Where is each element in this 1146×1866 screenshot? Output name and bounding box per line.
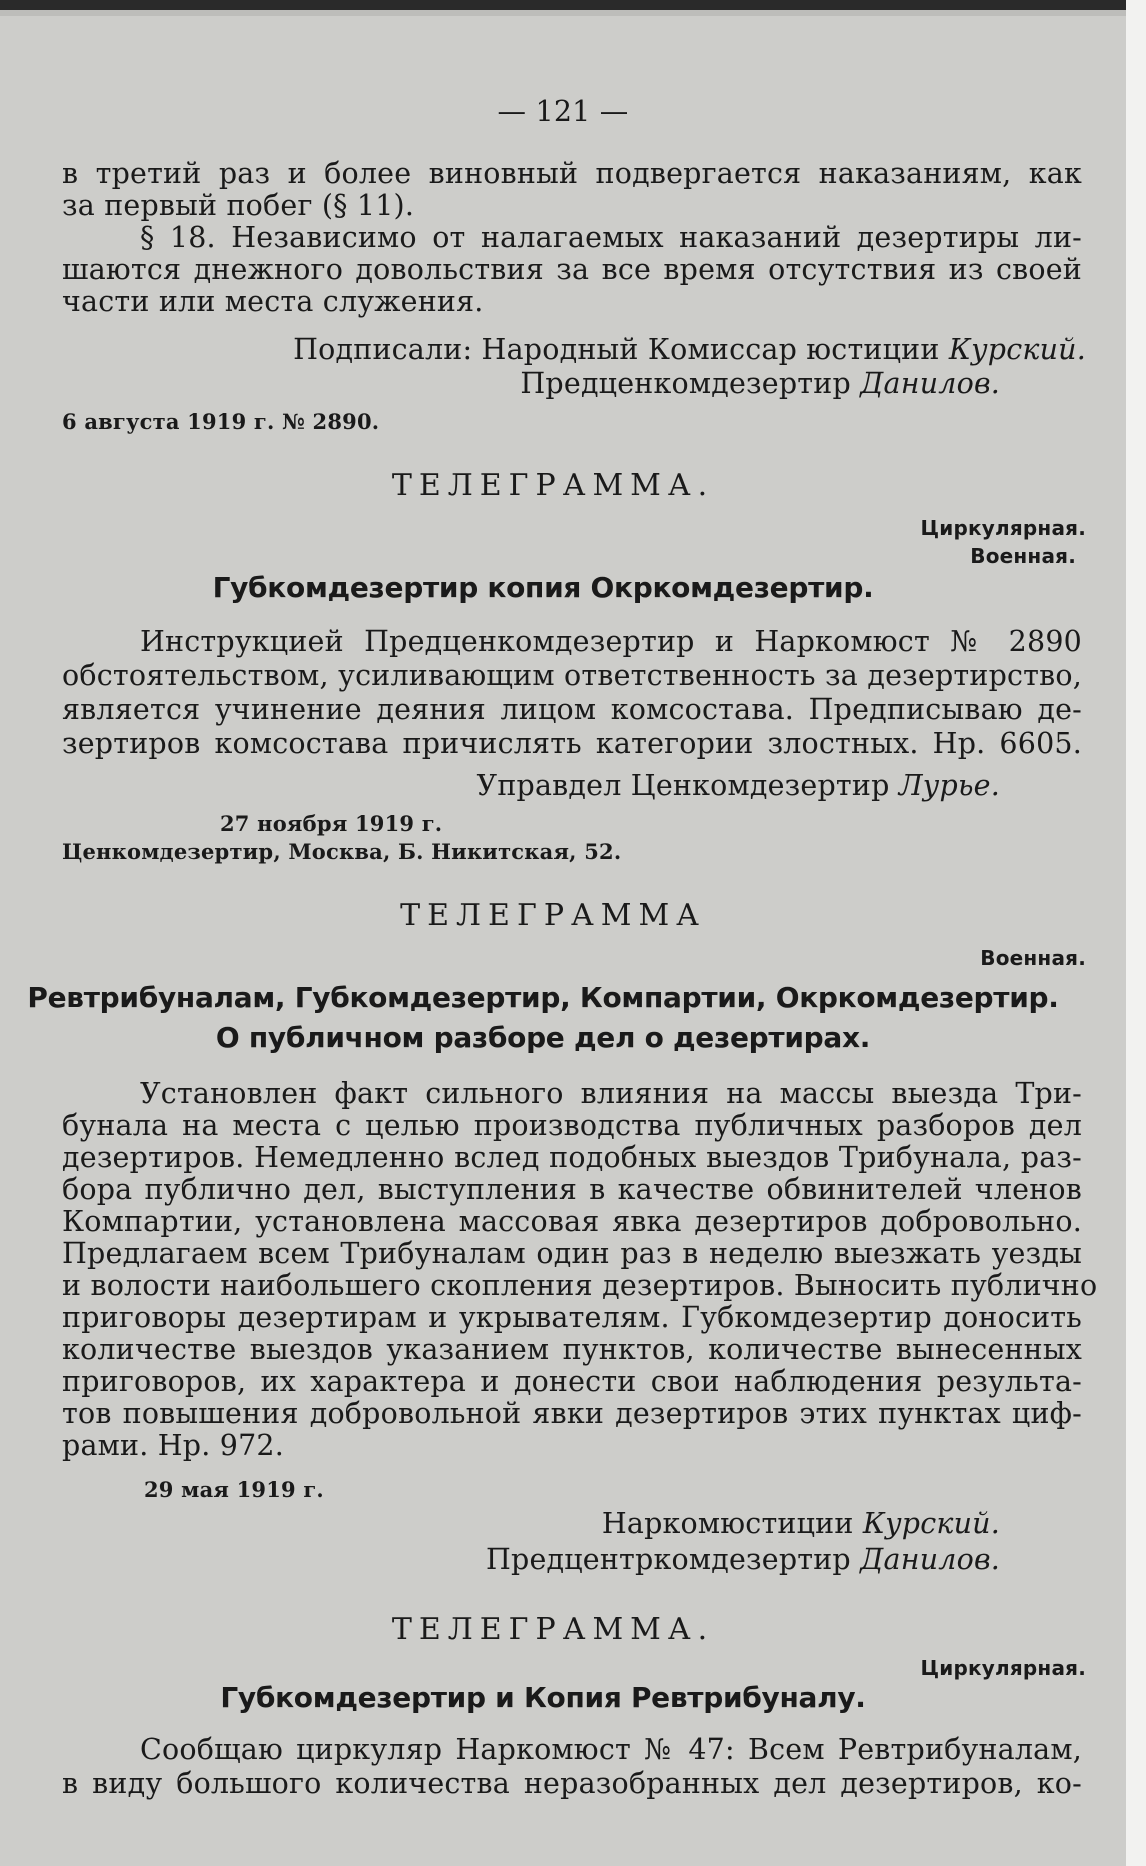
signature-label: Предценкомдезертир xyxy=(520,367,851,400)
text-line: в виду большого количества неразобранных дел дезертиров, ко- xyxy=(62,1767,1082,1800)
scan-top-edge xyxy=(0,0,1146,10)
date-line: 27 ноября 1919 г. xyxy=(220,811,443,836)
signature-line xyxy=(520,368,1000,400)
text-line: бунала на места с целью производства публичных разборов дел xyxy=(62,1109,1082,1142)
signature-line xyxy=(477,770,1000,802)
telegram-address: Губкомдезертир копия Окркомдезертир. xyxy=(212,571,874,604)
text-line: за первый побег (§ 11). xyxy=(62,189,415,222)
signature-label: Наркомюстиции xyxy=(601,1507,854,1540)
text-line: приговоры дезертирам и укрывателям. Губкомдезертир доносить xyxy=(62,1301,1082,1334)
scan-right-edge xyxy=(1126,0,1146,1866)
text-line: является учинение деяния лицом комсостава. Предписываю де- xyxy=(62,693,1082,726)
telegram-subject: О публичном разборе дел о дезертирах. xyxy=(215,1021,871,1054)
signature-name: Данилов. xyxy=(860,1543,1000,1576)
signature-label: Управдел Ценкомдезертир xyxy=(476,769,890,802)
signature-line xyxy=(602,1508,1000,1540)
text-line: Предлагаем всем Трибуналам один раз в неделю выезжать уезды xyxy=(62,1237,1082,1270)
text-line: приговоров, их характера и донести свои наблюдения результа- xyxy=(62,1365,1082,1398)
text-line: Инструкцией Предценкомдезертир и Наркомюст № 2890 xyxy=(140,625,1082,658)
telegram-address: Ревтрибуналам, Губкомдезертир, Компартии, Окркомдезертир. xyxy=(27,981,1059,1014)
telegram-tag: Военная. xyxy=(980,946,1086,970)
signature-name: Лурье. xyxy=(898,769,1000,802)
telegram-heading: ТЕЛЕГРАММА. xyxy=(391,1612,715,1647)
text-line: рами. Нр. 972. xyxy=(62,1429,284,1462)
text-line: Сообщаю циркуляр Наркомюст № 47: Всем Ревтрибуналам, xyxy=(140,1733,1082,1766)
date-line: 29 мая 1919 г. xyxy=(144,1477,324,1502)
date-line: 6 августа 1919 г. № 2890. xyxy=(62,409,380,434)
signature-name: Курский. xyxy=(948,333,1086,366)
text-line: части или места служения. xyxy=(62,285,484,318)
text-line: обстоятельством, усиливающим ответственность за дезертирство, xyxy=(62,659,1082,692)
text-line: тов повышения добровольной явки дезертиров этих пунктах циф- xyxy=(62,1397,1082,1430)
text-line: количестве выездов указанием пунктов, количестве вынесенных xyxy=(62,1333,1082,1366)
signature-line xyxy=(486,1544,1000,1576)
signature-name: Курский. xyxy=(862,1507,1000,1540)
text-line: и волости наибольшего скопления дезертиров. Выносить публично xyxy=(62,1269,1098,1302)
text-line: дезертиров. Немедленно вслед подобных выездов Трибунала, раз- xyxy=(62,1141,1082,1174)
signature-line xyxy=(293,334,1086,366)
text-line: зертиров комсостава причислять категории злостных. Нр. 6605. xyxy=(62,727,1082,760)
signature-label: Подписали: Народный Комиссар юстиции xyxy=(293,333,940,366)
telegram-tag: Циркулярная. xyxy=(920,516,1086,540)
text-line: § 18. Независимо от налагаемых наказаний дезертиры ли- xyxy=(140,221,1082,254)
text-line: в третий раз и более виновный подвергается наказаниям, как xyxy=(62,157,1082,190)
text-line: Компартии, установлена массовая явка дезертиров добровольно. xyxy=(62,1205,1082,1238)
telegram-tag: Циркулярная. xyxy=(920,1656,1086,1680)
scan-top-shadow xyxy=(0,10,1146,16)
text-line: шаются днежного довольствия за все время отсутствия из своей xyxy=(62,253,1082,286)
signature-label: Предцентркомдезертир xyxy=(485,1543,851,1576)
page-number: — 121 — xyxy=(497,95,629,128)
text-line: Установлен факт сильного влияния на массы выезда Три- xyxy=(140,1077,1082,1110)
telegram-heading: ТЕЛЕГРАММА xyxy=(400,898,706,933)
telegram-address: Губкомдезертир и Копия Ревтрибуналу. xyxy=(220,1681,866,1714)
telegram-heading: ТЕЛЕГРАММА. xyxy=(391,468,715,503)
signature-name: Данилов. xyxy=(860,367,1000,400)
telegram-tag: Военная. xyxy=(970,544,1076,568)
text-line: бора публично дел, выступления в качестве обвинителей членов xyxy=(62,1173,1082,1206)
address-line: Ценкомдезертир, Москва, Б. Никитская, 52. xyxy=(62,839,622,864)
